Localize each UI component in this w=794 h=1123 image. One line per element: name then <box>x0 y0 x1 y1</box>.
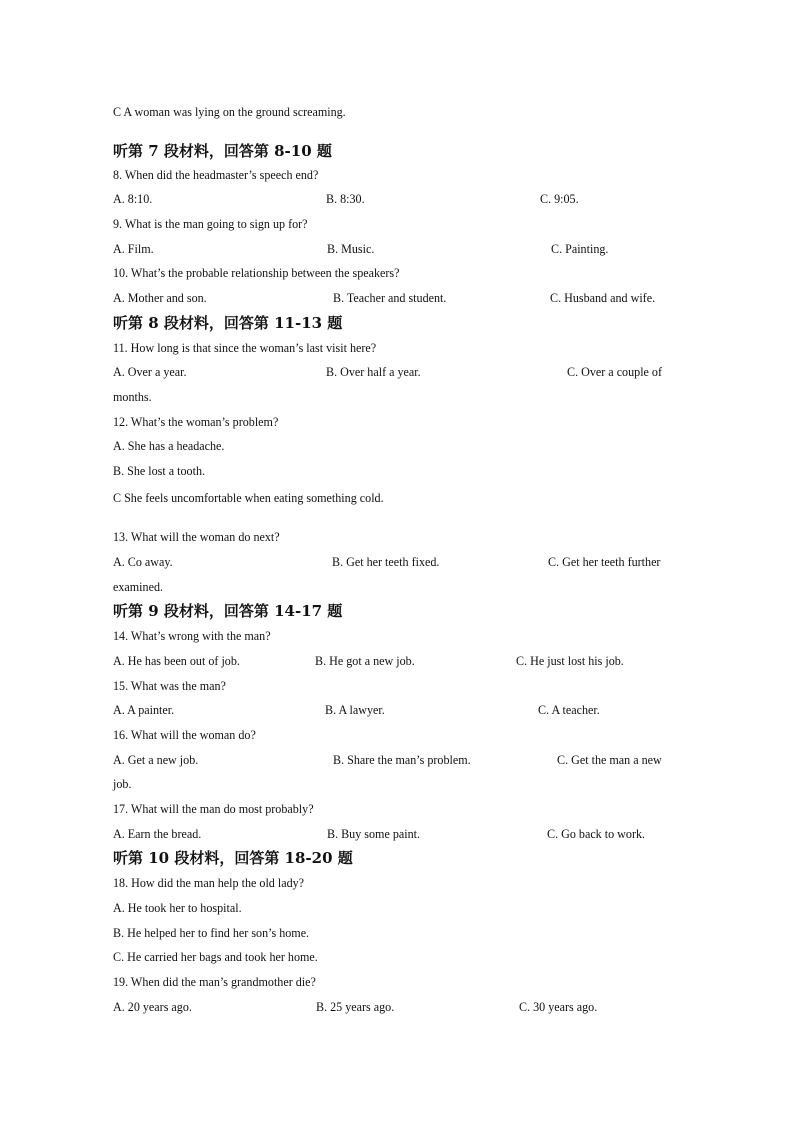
q18-option-a: A. He took her to hospital. <box>113 900 242 915</box>
section-7-heading: 听第 7 段材料，回答第 8-10 题 <box>113 142 332 160</box>
q13-stem: 13. What will the woman do next? <box>113 529 280 544</box>
q8-stem: 8. When did the headmaster’s speech end? <box>113 167 319 182</box>
q11-option-a: A. Over a year. <box>113 364 187 379</box>
section-10-heading: 听第 10 段材料，回答第 18-20 题 <box>113 849 353 867</box>
q15-option-c: C. A teacher. <box>538 702 600 717</box>
q13-option-b: B. Get her teeth fixed. <box>332 554 440 569</box>
q16-option-c: C. Get the man a new <box>557 752 662 767</box>
q13-option-c-continued: examined. <box>113 579 164 594</box>
q14-option-c: C. He just lost his job. <box>516 653 624 668</box>
q14-stem: 14. What’s wrong with the man? <box>113 628 271 643</box>
q17-option-b: B. Buy some paint. <box>327 826 421 841</box>
q18-option-b: B. He helped her to find her son’s home. <box>113 925 310 940</box>
q13-option-a: A. Co away. <box>113 554 173 569</box>
q12-option-c: C She feels uncomfortable when eating something cold. <box>113 490 384 505</box>
q18-stem: 18. How did the man help the old lady? <box>113 875 305 890</box>
q19-option-a: A. 20 years ago. <box>113 999 192 1014</box>
q9-stem: 9. What is the man going to sign up for? <box>113 216 308 231</box>
q10-option-c: C. Husband and wife. <box>550 290 656 305</box>
q8-option-c: C. 9:05. <box>540 191 579 206</box>
q18-option-c: C. He carried her bags and took her home. <box>113 949 318 964</box>
q15-option-a: A. A painter. <box>113 702 175 717</box>
q16-stem: 16. What will the woman do? <box>113 727 256 742</box>
q12-option-b: B. She lost a tooth. <box>113 463 206 478</box>
q10-stem: 10. What’s the probable relationship between the speakers? <box>113 265 400 280</box>
q10-option-a: A. Mother and son. <box>113 290 207 305</box>
q19-option-c: C. 30 years ago. <box>519 999 598 1014</box>
q10-option-b: B. Teacher and student. <box>333 290 447 305</box>
q9-option-c: C. Painting. <box>551 241 609 256</box>
q17-stem: 17. What will the man do most probably? <box>113 801 314 816</box>
q9-option-a: A. Film. <box>113 241 154 256</box>
q8-option-b: B. 8:30. <box>326 191 365 206</box>
q9-option-b: B. Music. <box>327 241 375 256</box>
q11-option-c-continued: months. <box>113 389 152 404</box>
q12-stem: 12. What’s the woman’s problem? <box>113 414 279 429</box>
section-9-heading: 听第 9 段材料，回答第 14-17 题 <box>113 602 343 620</box>
q17-option-a: A. Earn the bread. <box>113 826 202 841</box>
q13-option-c: C. Get her teeth further <box>548 554 661 569</box>
q16-option-b: B. Share the man’s problem. <box>333 752 471 767</box>
q14-option-b: B. He got a new job. <box>315 653 415 668</box>
q11-option-c: C. Over a couple of <box>567 364 663 379</box>
q19-stem: 19. When did the man’s grandmother die? <box>113 974 316 989</box>
q11-stem: 11. How long is that since the woman’s last visit here? <box>113 340 377 355</box>
q11-option-b: B. Over half a year. <box>326 364 421 379</box>
q14-option-a: A. He has been out of job. <box>113 653 240 668</box>
q16-option-a: A. Get a new job. <box>113 752 199 767</box>
q8-option-a: A. 8:10. <box>113 191 153 206</box>
q17-option-c: C. Go back to work. <box>547 826 646 841</box>
q15-option-b: B. A lawyer. <box>325 702 385 717</box>
q19-option-b: B. 25 years ago. <box>316 999 395 1014</box>
q12-option-a: A. She has a headache. <box>113 438 225 453</box>
q16-option-c-continued: job. <box>113 776 132 791</box>
q15-stem: 15. What was the man? <box>113 678 226 693</box>
section-8-heading: 听第 8 段材料，回答第 11-13 题 <box>113 314 343 332</box>
q7-option-c: C A woman was lying on the ground screaming. <box>113 104 346 119</box>
